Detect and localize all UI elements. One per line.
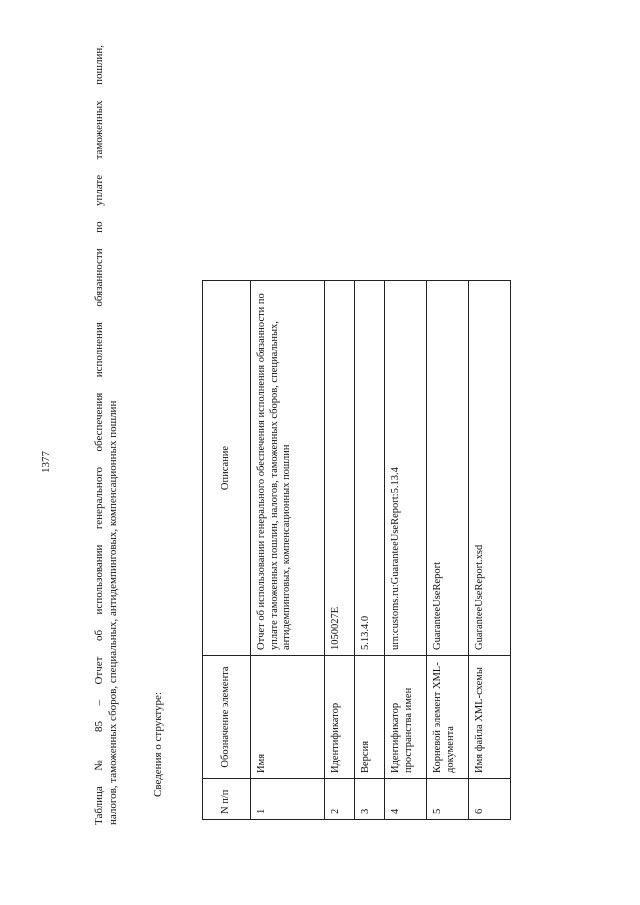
row-num: 3 — [355, 779, 385, 820]
table-caption-line-1: Таблица № 85 – Отчет об использовании генерального обеспечения исполнения обязанности по уплате таможенных пошлин, — [93, 45, 105, 825]
row-desc: Отчет об использовании генерального обеспечения исполнения обязанности по уплате таможенных пошлин, налогов, таможенных сборов, специальных, антидемпинговых, компенсационных пошлин — [251, 281, 325, 656]
table-caption-line-2: налогов, таможенных сборов, специальных, антидемпинговых, компенсационных пошлин — [107, 400, 119, 825]
row-name: Идентификатор пространства имен — [385, 656, 427, 779]
structure-table — [202, 280, 511, 820]
row-desc: 5.13.4.0 — [355, 281, 385, 656]
row-num: 6 — [469, 779, 511, 820]
row-desc: GuaranteeUseReport.xsd — [469, 281, 511, 656]
header-name: Обозначение элемента — [203, 656, 251, 779]
row-num: 5 — [427, 779, 469, 820]
row-name: Версия — [355, 656, 385, 779]
table-row — [427, 281, 469, 820]
row-desc: urn:customs.ru:GuaranteeUseReport:5.13.4 — [385, 281, 427, 656]
table-row — [385, 281, 427, 820]
page-number: 1377 — [40, 451, 52, 473]
table-row — [469, 281, 511, 820]
row-name: Имя файла XML-схемы — [469, 656, 511, 779]
row-num: 1 — [251, 779, 325, 820]
row-num: 2 — [325, 779, 355, 820]
row-desc: 1050027E — [325, 281, 355, 656]
header-num: N п/п — [203, 779, 251, 820]
table-row — [355, 281, 385, 820]
table-header-row — [203, 281, 251, 820]
row-num: 4 — [385, 779, 427, 820]
header-desc: Описание — [203, 281, 251, 656]
row-name: Корневой элемент XML-документа — [427, 656, 469, 779]
row-name: Идентификатор — [325, 656, 355, 779]
row-desc: GuaranteeUseReport — [427, 281, 469, 656]
table-caption — [92, 45, 120, 825]
table-row — [325, 281, 355, 820]
structure-subtitle: Сведения о структуре: — [152, 692, 164, 797]
row-name: Имя — [251, 656, 325, 779]
table-row — [251, 281, 325, 820]
